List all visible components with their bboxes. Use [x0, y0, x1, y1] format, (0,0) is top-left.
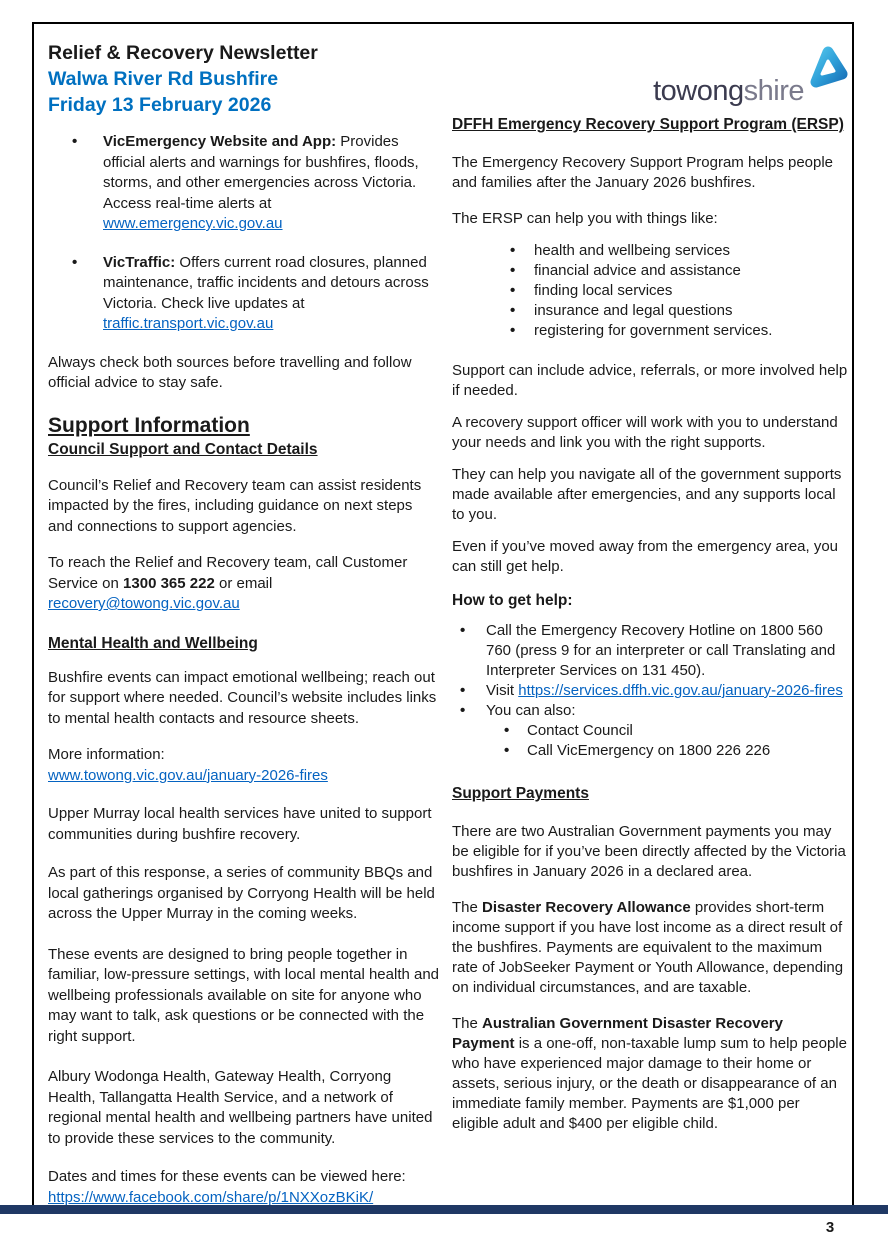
support-information-heading: Support Information	[48, 413, 250, 437]
logo-text-shire: shire	[743, 75, 804, 107]
victraffic-text: Offers current road closures, planned maintenance, traffic incidents and detours across Victoria. Check live updates at	[103, 253, 429, 312]
agdrp-bold-name: Australian Government Disaster Recovery Payment	[452, 1015, 783, 1052]
ersp-heading: DFFH Emergency Recovery Support Program (ERSP)	[452, 116, 844, 133]
vicemergency-label: VicEmergency Website and App:	[103, 133, 337, 150]
phone-number: 1300 365 222	[123, 574, 215, 592]
right-column	[452, 46, 848, 1134]
list-item-call-vicemergency: • Call VicEmergency on 1800 226 226	[486, 741, 848, 761]
payments-intro-paragraph: There are two Australian Government payments you may be eligible for if you’ve been directly affected by the Victoria bushfires in January 2026 in a declared area.	[452, 823, 846, 880]
dra-text-2: provides short-term income support if you have lost income as a direct result of the bushfires. Payments are equivalent to the maximum rate of JobSeeker Payment or Youth Allowance, depending on individual circumstances, and are taxable.	[452, 899, 844, 996]
agdrp-paragraph	[452, 1014, 848, 1134]
mental-health-paragraph: Bushfire events can impact emotional wellbeing; reach out for support where needed. Council’s website includes links to mental health contacts and resource sheets.	[48, 668, 437, 727]
support-paragraph-3: They can help you navigate all of the government supports made available after emergencies, and any supports local to you.	[452, 466, 842, 523]
always-check-paragraph: Always check both sources before travelling and follow official advice to stay safe.	[48, 353, 412, 391]
logo-row	[452, 46, 848, 107]
list-item-visit	[452, 681, 848, 701]
recovery-email-link[interactable]: recovery@towong.vic.gov.au	[48, 595, 240, 612]
ersp-services-list	[452, 241, 848, 341]
list-item-victraffic	[48, 253, 440, 335]
list-item-hotline: • Call the Emergency Recovery Hotline on 1800 560 760 (press 9 for an interpreter or call Translating and Interpreter Services on 131 450).	[452, 621, 848, 681]
agdrp-text: The	[452, 1015, 483, 1032]
vicemergency-text: Provides official alerts and warnings for bushfires, floods, storms, and other emergencies across Victoria. Access real-time alerts at	[103, 133, 419, 212]
facebook-link[interactable]: https://www.facebook.com/share/p/1NXXozBKiK/	[48, 1188, 374, 1206]
dffh-services-link[interactable]: https://services.dffh.vic.gov.au/january-2026-fires	[518, 682, 843, 699]
you-can-also-text: You can also:	[486, 702, 576, 719]
list-item-you-can-also	[452, 701, 848, 761]
partners-paragraph: Albury Wodonga Health, Gateway Health, Corryong Health, Tallangatta Health Service, and a network of regional mental health and wellbeing partners have united to provide these services to the community.	[48, 1068, 433, 1147]
logo-text	[653, 76, 804, 106]
vicemergency-link[interactable]: www.emergency.vic.gov.au	[103, 215, 283, 232]
footer-bar	[0, 1205, 888, 1214]
disaster-recovery-allowance-paragraph	[452, 898, 848, 998]
list-item-contact-council: • Contact Council	[486, 721, 848, 741]
list-item: • health and wellbeing services	[452, 241, 848, 261]
support-paragraph-1: Support can include advice, referrals, or more involved help if needed.	[452, 362, 848, 399]
support-paragraph-2: A recovery support officer will work with you to understand your needs and link you with the right supports.	[452, 414, 838, 451]
contact-text-2: or email	[214, 574, 273, 592]
victraffic-label: VicTraffic:	[103, 253, 176, 271]
date-subtitle: Friday 13 February 2026	[48, 94, 272, 116]
how-to-get-help-list	[452, 621, 848, 761]
events-paragraph: These events are designed to bring people together in familiar, low-pressure settings, with local mental health and wellbeing professionals available on site for anyone who may want to talk, ask questions or be connected with the right support.	[48, 945, 440, 1045]
contact-paragraph	[48, 553, 440, 615]
list-item: • finding local services	[452, 281, 848, 301]
agdrp-text-2: is a one-off, non-taxable lump sum to help people who have experienced major damage to their home or assets, serious injury, or the death or disappearance of an immediate family member. Payments are $1,000 per eligible adult and $400 per eligible child.	[452, 1035, 847, 1132]
list-item: • insurance and legal questions	[452, 301, 848, 321]
council-paragraph: Council’s Relief and Recovery team can assist residents impacted by the fires, including guidance on next steps and connections to support agencies.	[48, 476, 422, 535]
you-can-also-sublist	[486, 721, 848, 761]
mental-health-heading: Mental Health and Wellbeing	[48, 634, 258, 652]
dates-label: Dates and times for these events can be viewed here:	[48, 1168, 406, 1185]
victraffic-link[interactable]: traffic.transport.vic.gov.au	[103, 315, 274, 332]
newsletter-title: Relief & Recovery Newsletter	[48, 42, 318, 64]
visit-text: Visit	[486, 682, 519, 699]
upper-murray-paragraph: Upper Murray local health services have united to support communities during bushfire recovery.	[48, 805, 432, 843]
ersp-help-intro: The ERSP can help you with things like:	[452, 210, 718, 227]
logo-text-towong: towong	[653, 75, 744, 107]
dra-bold-name: Disaster Recovery Allowance	[482, 899, 691, 916]
contact-text: To reach the Relief and Recovery team, call Customer Service on	[48, 554, 408, 592]
dra-text: The	[452, 899, 483, 916]
how-to-get-help-heading: How to get help:	[452, 592, 573, 609]
towong-shire-logo	[653, 46, 848, 106]
dates-paragraph	[48, 1167, 440, 1208]
support-payments-heading: Support Payments	[452, 785, 589, 802]
list-item: • financial advice and assistance	[452, 261, 848, 281]
support-paragraph-4: Even if you’ve moved away from the emergency area, you can still get help.	[452, 538, 839, 575]
more-information-paragraph	[48, 745, 440, 786]
towong-pick-icon	[806, 46, 848, 92]
towong-fires-link[interactable]: www.towong.vic.gov.au/january-2026-fires	[48, 766, 328, 784]
response-paragraph: As part of this response, a series of community BBQs and local gatherings organised by Corryong Health will be held across the Upper Murray in the coming weeks.	[48, 864, 435, 922]
left-column	[48, 40, 440, 1208]
emergency-sources-list	[48, 132, 440, 335]
page-number: 3	[825, 1219, 835, 1236]
list-item-vicemergency	[48, 132, 440, 235]
council-support-heading: Council Support and Contact Details	[48, 440, 318, 458]
more-information-label: More information:	[48, 746, 165, 763]
list-item: • registering for government services.	[452, 321, 848, 341]
page-title	[48, 40, 440, 118]
bushfire-subtitle: Walwa River Rd Bushfire	[48, 68, 279, 90]
ersp-intro-paragraph: The Emergency Recovery Support Program helps people and families after the January 2026 bushfires.	[452, 154, 834, 191]
